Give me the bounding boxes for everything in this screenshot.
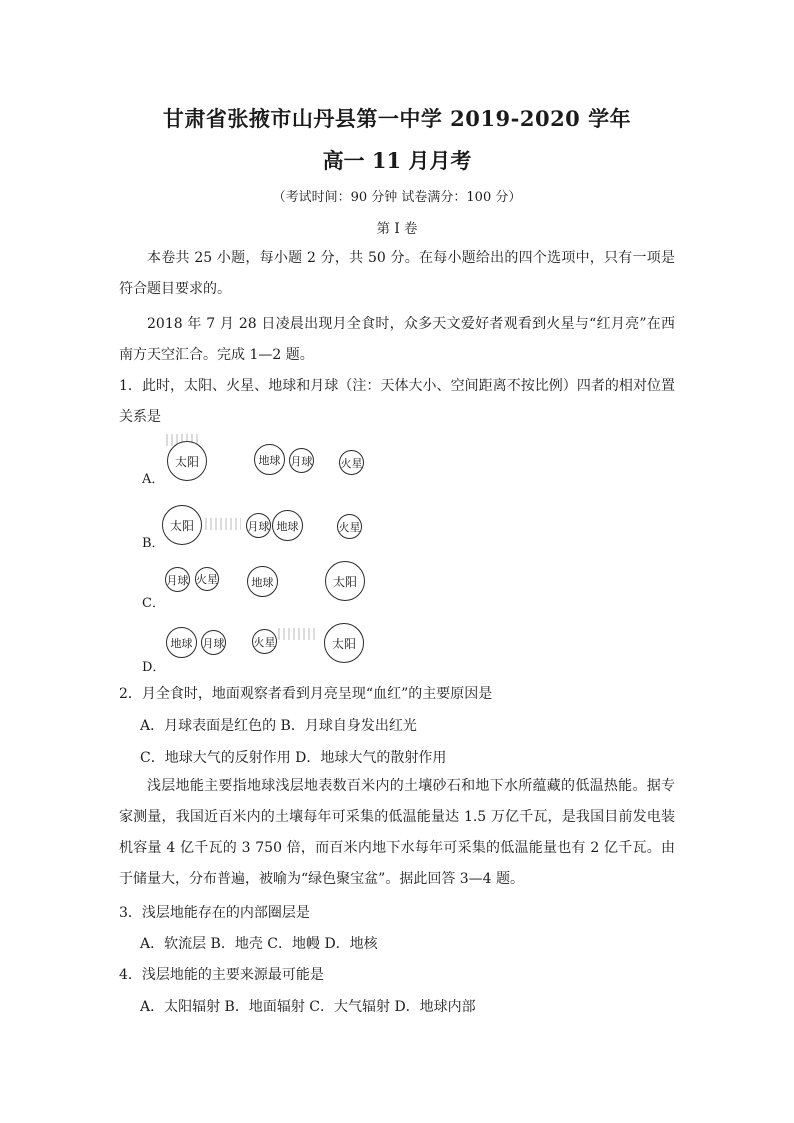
option-label: C． xyxy=(142,596,165,611)
sun-circle: 太阳 xyxy=(162,505,202,545)
exam-time-score: （考试时间：90 分钟 试卷满分：100 分） xyxy=(272,190,522,205)
exam-subtitle: 高一 11 月月考 xyxy=(322,148,472,173)
question-1-stem: 1．此时，太阳、火星、地球和月球（注：天体大小、空间距离不按比例）四者的相对位置关系是 xyxy=(119,378,675,425)
question-2-stem: 2．月全食时，地面观察者看到月亮呈现“血红”的主要原因是 xyxy=(119,686,493,702)
option-label: A． xyxy=(142,472,165,487)
mars-circle: 火星 xyxy=(339,450,364,475)
mars-circle: 火星 xyxy=(195,567,219,591)
earth-circle: 地球 xyxy=(272,510,303,541)
option-label: B． xyxy=(142,536,165,551)
question-3-options[interactable]: A．软流层 B．地壳 C．地幔 D．地核 xyxy=(140,936,378,952)
moon-circle: 月球 xyxy=(289,448,314,473)
instructions: 本卷共 25 小题，每小题 2 分，共 50 分。在每小题给出的四个选项中，只有一项是符合题目要求的。 xyxy=(119,250,675,297)
volume-label: 第 I 卷 xyxy=(376,221,418,237)
question-2-options-cd[interactable]: C．地球大气的反射作用 D．地球大气的散射作用 xyxy=(140,750,447,766)
sun-circle: 太阳 xyxy=(324,623,364,663)
moon-circle: 月球 xyxy=(165,567,190,592)
scan-mark xyxy=(278,628,318,640)
question-2-options-ab[interactable]: A．月球表面是红色的 B．月球自身发出红光 xyxy=(140,718,417,734)
exam-title: 甘肃省张掖市山丹县第一中学 2019-2020 学年 xyxy=(162,106,632,131)
question-4-options[interactable]: A．太阳辐射 B．地面辐射 C．大气辐射 D．地球内部 xyxy=(140,999,476,1015)
sun-circle: 太阳 xyxy=(325,561,365,601)
question-3-stem: 3．浅层地能存在的内部圈层是 xyxy=(119,905,310,921)
earth-circle: 地球 xyxy=(166,627,197,658)
moon-circle: 月球 xyxy=(201,630,226,655)
sun-circle: 太阳 xyxy=(167,441,207,481)
moon-circle: 月球 xyxy=(246,513,271,538)
mars-circle: 火星 xyxy=(337,514,362,539)
passage-shallow-geothermal: 浅层地能主要指地球浅层地表数百米内的土壤砂石和地下水所蕴藏的低温热能。据专家测量，我国近百米内的土壤每年可采集的低温能量达 1.5 万亿千瓦，是我国目前发电装机容量 4 亿千瓦的 3 750 倍，而百米内地下水每年可采集的低温能量也有 2 亿千瓦。由于储量大，分布普遍，被喻为“绿色聚宝盆”。据此回答 3—4 题。 xyxy=(119,778,675,887)
passage-lunar-eclipse: 2018 年 7 月 28 日凌晨出现月全食时，众多天文爱好者观看到火星与“红月亮”在西南方天空汇合。完成 1—2 题。 xyxy=(119,316,675,363)
option-label: D． xyxy=(142,660,166,675)
question-4-stem: 4．浅层地能的主要来源最可能是 xyxy=(119,967,324,983)
scan-mark xyxy=(205,518,241,530)
mars-circle: 火星 xyxy=(252,629,277,654)
earth-circle: 地球 xyxy=(247,566,278,597)
earth-circle: 地球 xyxy=(254,444,285,475)
